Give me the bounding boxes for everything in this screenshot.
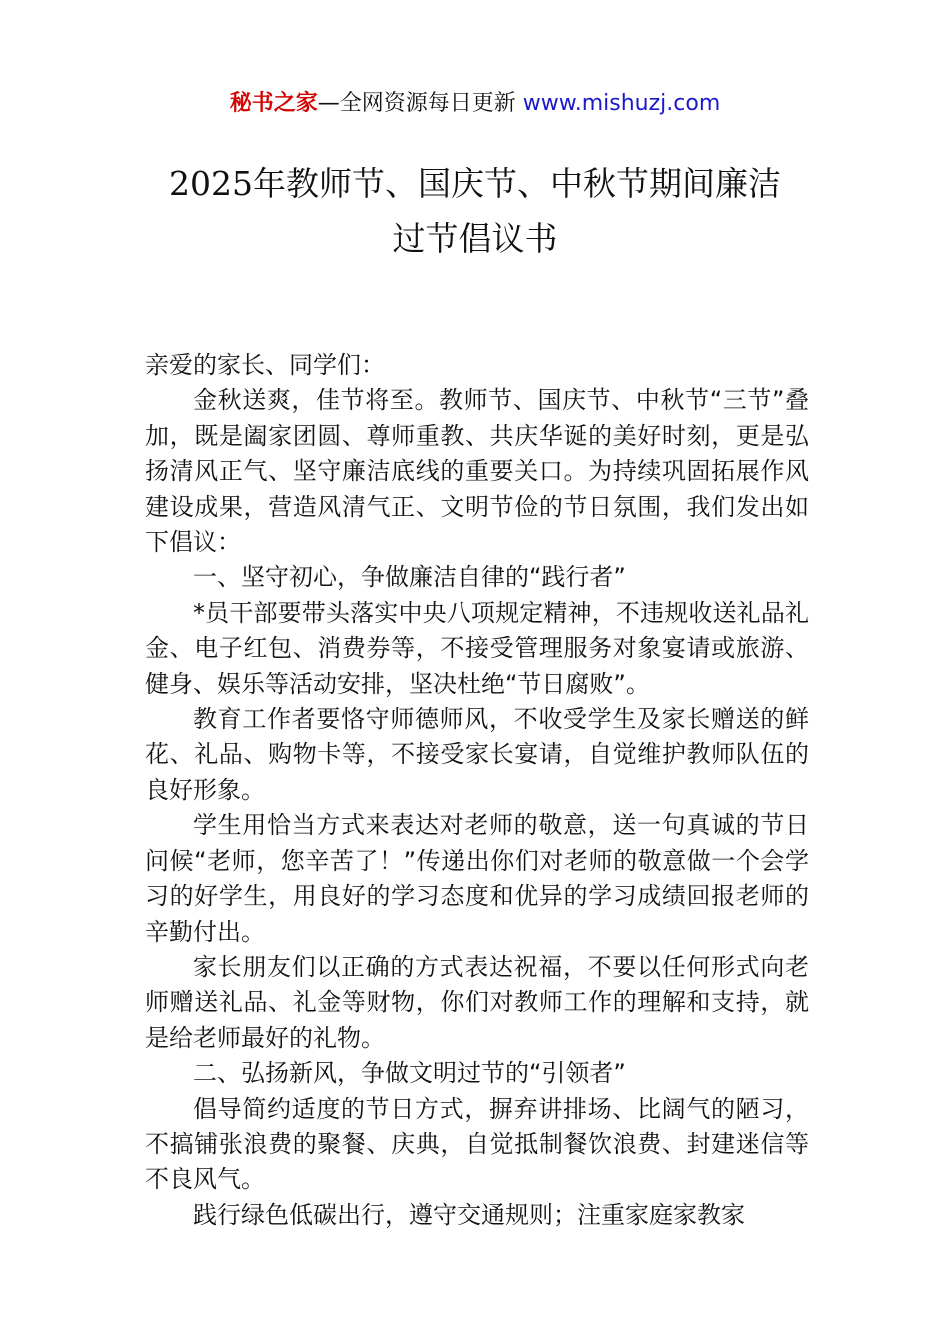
paragraph-educators: 教育工作者要恪守师德师风，不收受学生及家长赠送的鲜花、礼品、购物卡等，不接受家长宴请，自觉维护教师队伍的良好形象。 (145, 705, 809, 804)
paragraph-parents: 家长朋友们以正确的方式表达祝福，不要以任何形式向老师赠送礼品、礼金等财物，你们对教师工作的理解和支持，就是给老师最好的礼物。 (145, 952, 809, 1052)
paragraph-students: 学生用恰当方式来表达对老师的敬意，送一句真诚的节日问候“老师，您辛苦了！”传递出你们对老师的敬意做一个会学习的好学生，用良好的学习态度和优异的学习成绩回报老师的辛勤付出。 (145, 811, 809, 946)
section-heading-2: 二、弘扬新风，争做文明过节的“引领者” (193, 1059, 626, 1088)
title-line-1: 2025年教师节、国庆节、中秋节期间廉洁 (169, 164, 781, 203)
paragraph-frugal: 倡导简约适度的节日方式，摒弃讲排场、比阔气的陋习，不搞铺张浪费的聚餐、庆典，自觉抵制餐饮浪费、封建迷信等不良风气。 (145, 1094, 809, 1194)
title-line-2: 过节倡议书 (392, 219, 558, 258)
site-header (0, 86, 950, 122)
site-url-link[interactable]: www.mishuzj.com (522, 91, 721, 116)
brand-name: 秘书之家 (229, 91, 318, 116)
document-body (145, 348, 809, 1233)
header-tagline: —全网资源每日更新 (317, 91, 523, 116)
paragraph-cadres: *员干部要带头落实中央八项规定精神，不违规收送礼品礼金、电子红包、消费券等，不接受管理服务对象宴请或旅游、健身、娱乐等活动安排，坚决杜绝“节日腐败”。 (145, 598, 809, 698)
section-heading-1: 一、坚守初心，争做廉洁自律的“践行者” (193, 563, 626, 592)
paragraph-intro: 金秋送爽，佳节将至。教师节、国庆节、中秋节“三节”叠加，既是阖家团圆、尊师重教、共庆华诞的美好时刻，更是弘扬清风正气、坚守廉洁底线的重要关口。为持续巩固拓展作风建设成果，营造风清气正、文明节俭的节日氛围，我们发出如下倡议： (145, 386, 809, 557)
greeting: 亲爱的家长、同学们： (145, 351, 385, 379)
paragraph-green: 践行绿色低碳出行，遵守交通规则；注重家庭家教家 (193, 1200, 745, 1229)
document-title (100, 156, 850, 266)
